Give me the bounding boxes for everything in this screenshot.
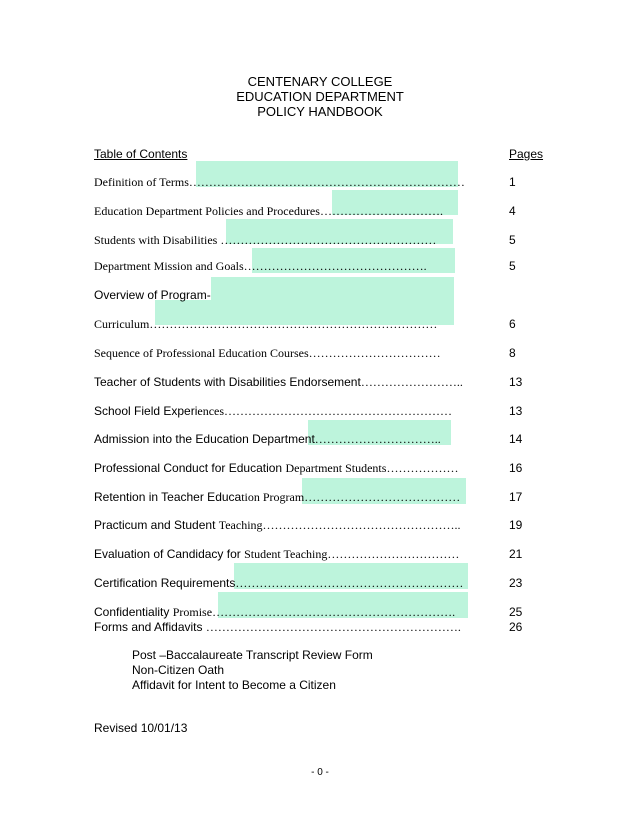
form-item-non-citizen-oath: Non-Citizen Oath xyxy=(132,663,225,677)
footer-page-number: - 0 - xyxy=(311,767,329,778)
toc-page-number: 19 xyxy=(509,518,523,532)
toc-page-number: 4 xyxy=(509,204,516,218)
toc-page-number: 1 xyxy=(509,175,516,189)
toc-entry-policies-and-procedures[interactable]: Education Department Policies and Procedures…………………………. xyxy=(94,204,443,218)
toc-entry-certification-requirements[interactable]: Certification Requirements………………………………………………… xyxy=(94,576,464,590)
toc-page-number: 14 xyxy=(509,432,523,446)
toc-entry-school-field-experiences[interactable]: School Field Experiences………………………………………………… xyxy=(94,404,453,418)
revised-date: Revised 10/01/13 xyxy=(94,721,188,735)
toc-page-number: 25 xyxy=(509,605,523,619)
document-title xyxy=(0,74,640,119)
toc-entry-confidentiality-promise[interactable]: Confidentiality Promise……………………………………………………. xyxy=(94,605,456,619)
toc-entry-definition-of-terms[interactable]: Definition of Terms…………………………………………………………… xyxy=(94,175,465,189)
toc-page-number: 8 xyxy=(509,346,516,360)
toc-page-number: 5 xyxy=(509,259,516,273)
toc-page-number: 21 xyxy=(509,547,523,561)
toc-page-number: 23 xyxy=(509,576,523,590)
form-item-affidavit-citizen: Affidavit for Intent to Become a Citizen xyxy=(132,678,336,692)
toc-entry-disabilities-endorsement[interactable]: Teacher of Students with Disabilities Endorsement…………………….. xyxy=(94,375,463,389)
highlight-box xyxy=(211,277,454,300)
form-item-transcript-review: Post –Baccalaureate Transcript Review Form xyxy=(132,648,373,662)
toc-entry-retention[interactable]: Retention in Teacher Education Program………………………………… xyxy=(94,490,461,504)
toc-page-number: 6 xyxy=(509,317,516,331)
toc-page-number: 5 xyxy=(509,233,516,247)
toc-page-number: 26 xyxy=(509,620,523,634)
toc-entry-mission-and-goals[interactable]: Department Mission and Goals………………………………………. xyxy=(94,259,427,273)
toc-page-number: 13 xyxy=(509,375,523,389)
toc-entry-practicum[interactable]: Practicum and Student Teaching………………………………………….. xyxy=(94,518,461,532)
toc-entry-admission[interactable]: Admission into the Education Department………………………….. xyxy=(94,432,441,446)
toc-page-number: 16 xyxy=(509,461,523,475)
pages-heading: Pages xyxy=(509,147,544,161)
toc-entry-curriculum[interactable]: Curriculum……………………………………………………………… xyxy=(94,317,438,331)
toc-entry-sequence-of-courses[interactable]: Sequence of Professional Education Courses…………………………… xyxy=(94,346,441,360)
title-line-2: EDUCATION DEPARTMENT xyxy=(236,89,404,104)
toc-entry-professional-conduct[interactable]: Professional Conduct for Education Department Students……………… xyxy=(94,461,459,475)
toc-entry-students-with-disabilities[interactable]: Students with Disabilities ……………………………………………… xyxy=(94,233,437,247)
title-line-1: CENTENARY COLLEGE xyxy=(247,74,393,89)
toc-entry-forms-and-affidavits[interactable]: Forms and Affidavits ………………………………………………………. xyxy=(94,620,461,634)
toc-entry-overview-of-program[interactable]: Overview of Program- xyxy=(94,288,211,302)
toc-heading: Table of Contents xyxy=(94,147,188,161)
toc-page-number: 17 xyxy=(509,490,523,504)
toc-page-number: 13 xyxy=(509,404,523,418)
title-line-3: POLICY HANDBOOK xyxy=(257,104,383,119)
toc-entry-evaluation-of-candidacy[interactable]: Evaluation of Candidacy for Student Teaching…………………………… xyxy=(94,547,460,561)
